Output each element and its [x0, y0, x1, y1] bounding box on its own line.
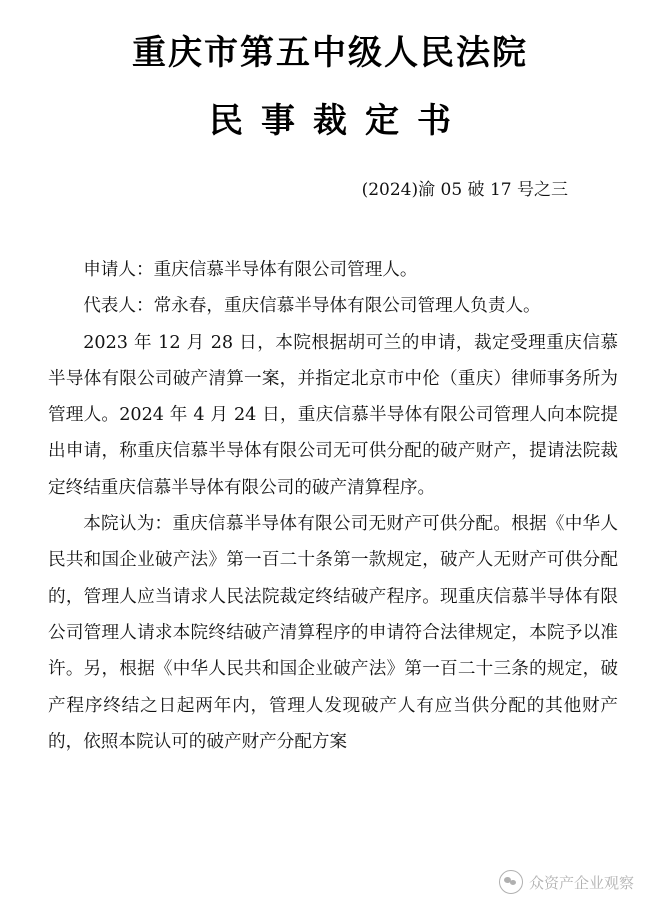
case-number: (2024)渝 05 破 17 号之三 — [361, 180, 568, 200]
watermark-text: 众资产企业观察 — [528, 873, 634, 892]
document-body — [48, 252, 618, 760]
watermark — [495, 868, 638, 896]
case-background-paragraph: 2023 年 12 月 28 日，本院根据胡可兰的申请，裁定受理重庆信慕半导体有限公司破产清算一案，并指定北京市中伦（重庆）律师事务所为管理人。2024 年 4 月 24 日，重庆信慕半导体有限公司管理人向本院提出申请，称重庆信慕半导体有限公司无可供分配的破产财产，提请法院裁定终结重庆信慕半导体有限公司的破产清算程序。 — [48, 332, 618, 498]
court-name: 重庆市第五中级人民法院 — [132, 33, 528, 73]
applicant-paragraph: 申请人：重庆信慕半导体有限公司管理人。 — [83, 260, 418, 280]
court-opinion-paragraph: 本院认为：重庆信慕半导体有限公司无财产可供分配。根据《中华人民共和国企业破产法》第一百二十条第一款规定，破产人无财产可供分配的，管理人应当请求人民法院裁定终结破产程序。现重庆信慕半导体有限公司管理人请求本院终结破产清算程序的申请符合法律规定，本院予以准许。另，根据《中华人民共和国企业破产法》第一百二十三条的规定，破产程序终结之日起两年内，管理人发现破产人有应当供分配的其他财产的，依照本院认可的破产财产分配方案 — [48, 514, 618, 752]
representative-paragraph: 代表人：常永春，重庆信慕半导体有限公司管理人负责人。 — [83, 296, 541, 317]
wechat-icon — [499, 870, 523, 894]
document-type: 民事裁定书 — [209, 101, 469, 141]
